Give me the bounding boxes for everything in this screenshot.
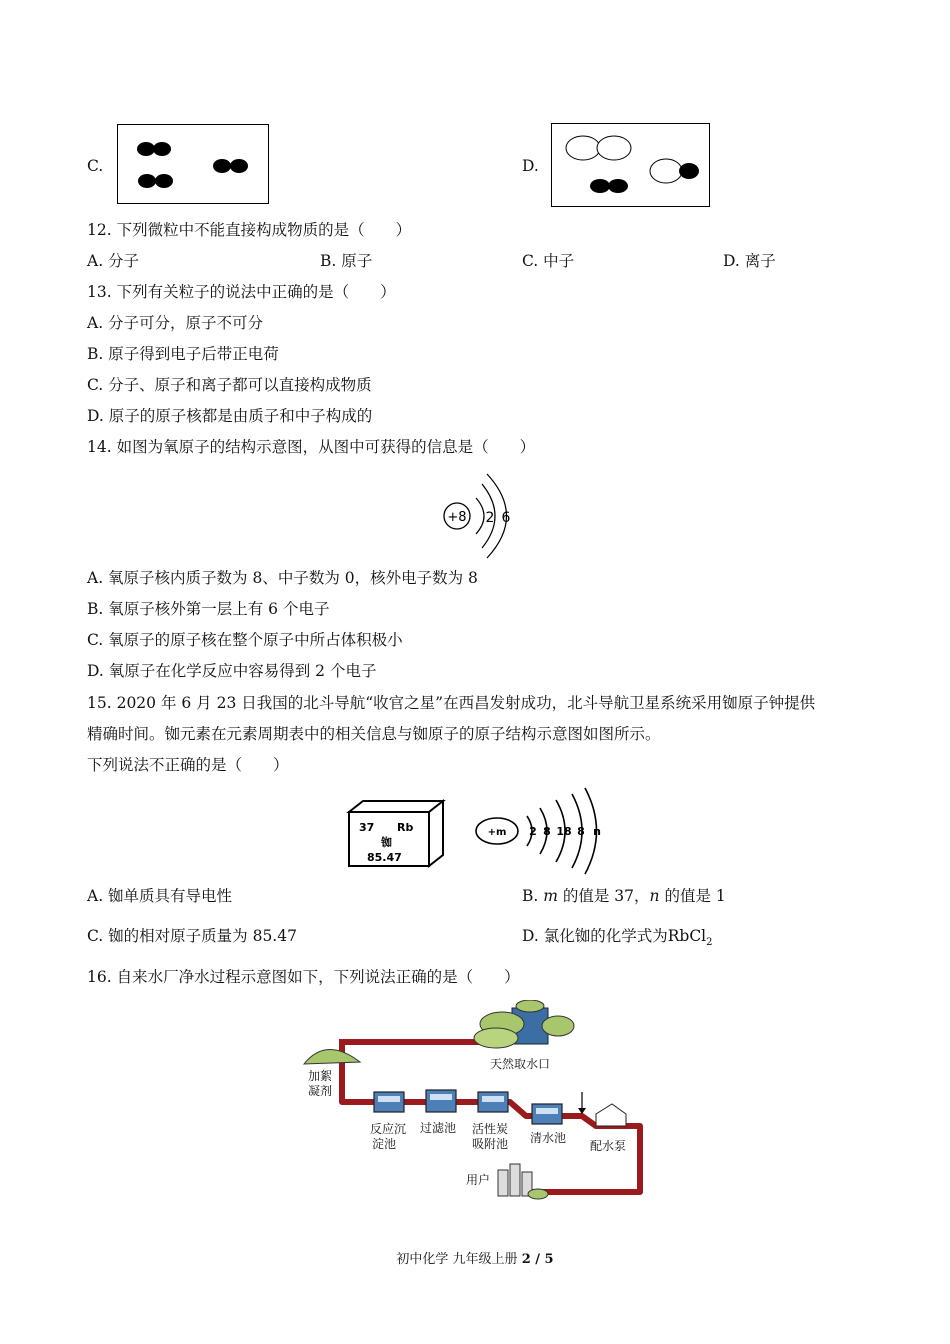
rb-shell-1: 2 [529, 825, 537, 838]
q15-option-d: D. 氯化铷的化学式为RbCl$_2$ [522, 927, 713, 949]
q16-stem: 16. 自来水厂净水过程示意图如下，下列说法正确的是（ ） [87, 968, 520, 986]
rb-shell-5: n [593, 825, 601, 838]
q12-option-d: D. 离子 [723, 252, 776, 270]
rubidium-atom-structure-diagram [472, 786, 612, 878]
q14-option-c: C. 氧原子的原子核在整个原子中所占体积极小 [87, 631, 403, 649]
q11-option-c-figure [117, 124, 269, 204]
q14-option-d: D. 氧原子在化学反应中容易得到 2 个电子 [87, 662, 377, 680]
q15-option-c: C. 铷的相对原子质量为 85.47 [87, 927, 297, 945]
rb-atomic-number: 37 [359, 821, 375, 834]
label-carbon-1: 活性炭 [472, 1122, 509, 1136]
oxygen-shell-1-count: 2 [485, 510, 495, 526]
q11-option-d-figure [551, 123, 710, 207]
q14-option-b: B. 氧原子核外第一层上有 6 个电子 [87, 600, 330, 618]
q13-option-c: C. 分子、原子和离子都可以直接构成物质 [87, 376, 372, 394]
q12-option-a: A. 分子 [87, 252, 140, 270]
rb-shell-3: 18 [556, 825, 572, 838]
rb-shell-2: 8 [543, 825, 551, 838]
rb-nucleus-charge: +m [487, 827, 507, 838]
q12-option-b: B. 原子 [320, 252, 373, 270]
q15-stem-line1: 15. 2020 年 6 月 23 日我国的北斗导航“收官之星”在西昌发射成功，北斗导航卫星系统采用铷原子钟提供 [87, 694, 816, 712]
label-settle-2: 淀池 [372, 1137, 397, 1151]
rb-atomic-mass: 85.47 [367, 851, 402, 864]
q14-option-a: A. 氧原子核内质子数为 8、中子数为 0，核外电子数为 8 [87, 569, 478, 587]
q11-option-d-label: D. [522, 157, 539, 175]
q14-stem: 14. 如图为氧原子的结构示意图，从图中可获得的信息是（ ） [87, 438, 536, 456]
q13-option-d: D. 原子的原子核都是由质子和中子构成的 [87, 407, 373, 425]
q11-option-c-label: C. [87, 157, 104, 175]
water-treatment-process-diagram [300, 1000, 650, 1205]
label-filter: 过滤池 [420, 1121, 457, 1135]
label-intake: 天然取水口 [490, 1057, 551, 1071]
q13-option-b: B. 原子得到电子后带正电荷 [87, 345, 279, 363]
label-settle-1: 反应沉 [370, 1122, 407, 1136]
q13-option-a: A. 分子可分，原子不可分 [87, 314, 264, 332]
q15-stem-line2: 精确时间。铷元素在元素周期表中的相关信息与铷原子的原子结构示意图如图所示。 [87, 725, 661, 743]
oxygen-shell-2-count: 6 [501, 510, 511, 526]
label-pump: 配水泵 [590, 1139, 627, 1153]
rubidium-periodic-table-cell [345, 798, 450, 870]
rb-symbol: Rb [397, 821, 414, 834]
label-coagulant-1: 加絮 [308, 1069, 333, 1083]
label-user: 用户 [466, 1173, 491, 1187]
q12-option-c: C. 中子 [522, 252, 575, 270]
rb-name: 铷 [381, 836, 392, 849]
q13-stem: 13. 下列有关粒子的说法中正确的是（ ） [87, 283, 396, 301]
rb-shell-4: 8 [577, 825, 585, 838]
q15-stem-line3: 下列说法不正确的是（ ） [87, 756, 289, 774]
oxygen-atom-structure-diagram [440, 472, 520, 562]
q12-stem: 12. 下列微粒中不能直接构成物质的是（ ） [87, 221, 412, 239]
label-coagulant-2: 凝剂 [308, 1084, 333, 1098]
label-clear-water: 清水池 [530, 1131, 567, 1145]
oxygen-nucleus-charge: +8 [447, 510, 467, 525]
page-footer: 初中化学 九年级上册 2 / 5 [396, 1252, 554, 1267]
label-carbon-2: 吸附池 [472, 1137, 509, 1151]
q15-option-a: A. 铷单质具有导电性 [87, 887, 233, 905]
q15-option-b: B. m 的值是 37，n 的值是 1 [522, 887, 726, 905]
